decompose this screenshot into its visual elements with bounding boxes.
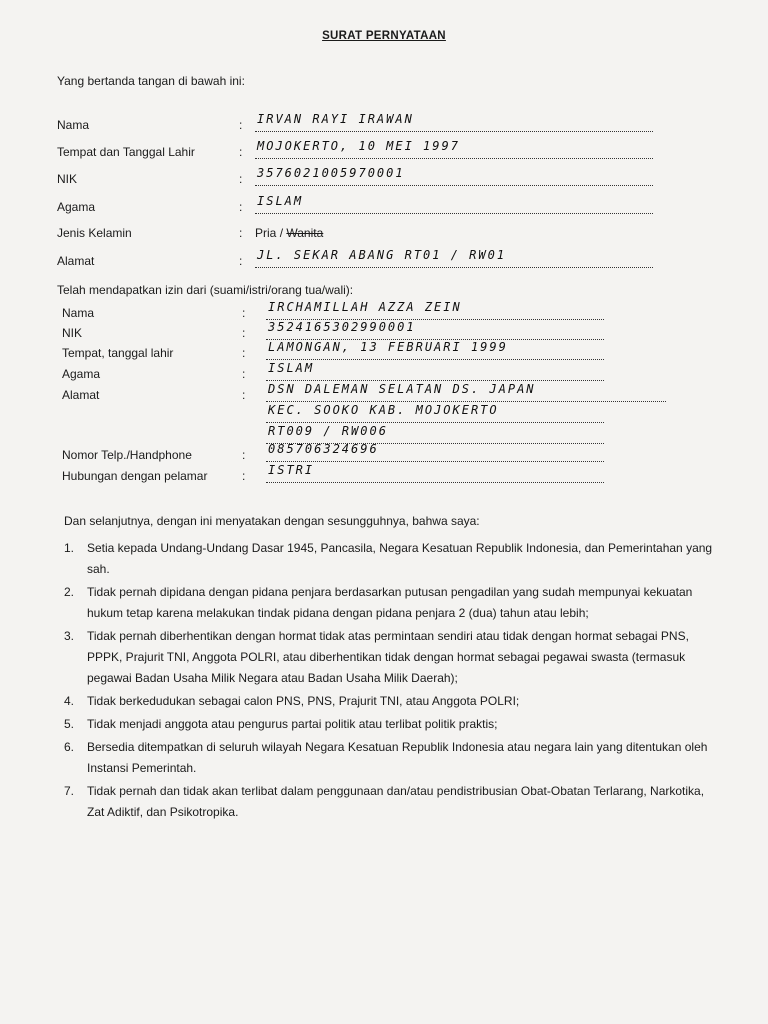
item-text: Tidak pernah diberhentikan dengan hormat tidak atas permintaan sendiri atau tidak dengan hormat sebagai PNS, PPPK, Prajurit TNI, Anggota POLRI, atau diberhentikan tidak dengan hormat sebagai pegawai swasta (termasuk pegawai Badan Usaha Milik Negara atau Badan Usaha Milik Daerah); (87, 629, 689, 685)
colon: : (239, 226, 243, 240)
statement-text: Dan selanjutnya, dengan ini menyatakan dengan sesungguhnya, bahwa saya: (64, 514, 480, 528)
statement-list (62, 538, 722, 825)
item-text: Tidak pernah dan tidak akan terlibat dalam penggunaan dan/atau pendistribusian Obat-Obatan Terlarang, Narkotika, Zat Adiktif, dan Psikotropika. (87, 784, 705, 819)
field-label: Nomor Telp./Handphone (62, 448, 192, 462)
guardian-nik-field[interactable]: 3524165302990001 (266, 320, 604, 340)
guardian-address-line-1[interactable]: DSN DALEMAN SELATAN DS. JAPAN (266, 382, 666, 402)
colon: : (242, 306, 246, 320)
item-number: 7. (64, 784, 75, 798)
item-number: 1. (64, 541, 75, 555)
applicant-name-field[interactable]: IRVAN RAYI IRAWAN (255, 112, 653, 132)
item-text: Tidak pernah dipidana dengan pidana penjara berdasarkan putusan pengadilan yang sudah mempunyai kekuatan hukum tetap karena melakukan tindak pidana dengan pidana penjara 2 (dua) tahun atau lebih; (87, 585, 693, 620)
colon: : (239, 254, 243, 268)
item-text: Tidak berkedudukan sebagai calon PNS, PNS, Prajurit TNI, atau Anggota POLRI; (87, 694, 520, 708)
intro-text: Yang bertanda tangan di bawah ini: (57, 74, 245, 88)
field-label: Hubungan dengan pelamar (62, 469, 208, 483)
field-label: Nama (62, 306, 95, 320)
colon: : (242, 448, 246, 462)
applicant-nik-field[interactable]: 3576021005970001 (255, 166, 653, 186)
gender-option-female[interactable]: Wanita (286, 226, 324, 240)
item-text: Bersedia ditempatkan di seluruh wilayah Negara Kesatuan Republik Indonesia atau negara lain yang ditentukan oleh Instansi Pemerintah. (87, 740, 708, 775)
colon: : (242, 388, 246, 402)
colon: : (242, 367, 246, 381)
item-number: 4. (64, 694, 75, 708)
guardian-name-field[interactable]: IRCHAMILLAH AZZA ZEIN (266, 300, 604, 320)
colon: : (239, 145, 243, 159)
gender-options (255, 226, 323, 240)
field-label: Tempat dan Tanggal Lahir (57, 145, 195, 159)
gender-option-male[interactable]: Pria (255, 226, 277, 240)
colon: : (242, 326, 246, 340)
guardian-address-line-2[interactable]: KEC. SOOKO KAB. MOJOKERTO (266, 403, 604, 423)
item-text: Setia kepada Undang-Undang Dasar 1945, Pancasila, Negara Kesatuan Republik Indonesia, dan Pemerintahan yang sah. (87, 541, 713, 576)
colon: : (239, 172, 243, 186)
colon: : (239, 200, 243, 214)
document-title: SURAT PERNYATAAN (322, 30, 446, 42)
field-label: Nama (57, 118, 90, 132)
list-item (62, 582, 722, 624)
list-item (62, 538, 722, 580)
list-item (62, 781, 722, 823)
item-number: 2. (64, 585, 75, 599)
guardian-birth-field[interactable]: LAMONGAN, 13 FEBRUARI 1999 (266, 340, 604, 360)
list-item (62, 691, 722, 712)
applicant-address-field[interactable]: JL. SEKAR ABANG RT01 / RW01 (255, 248, 653, 268)
applicant-religion-field[interactable]: ISLAM (255, 194, 653, 214)
item-number: 6. (64, 740, 75, 754)
item-number: 5. (64, 717, 75, 731)
item-number: 3. (64, 629, 75, 643)
list-item (62, 626, 722, 689)
guardian-address-line-3[interactable]: RT009 / RW006 (266, 424, 604, 444)
guardian-intro: Telah mendapatkan izin dari (suami/istri/orang tua/wali): (57, 283, 354, 297)
gender-separator: / (279, 226, 284, 240)
guardian-religion-field[interactable]: ISLAM (266, 361, 604, 381)
colon: : (242, 469, 246, 483)
field-label: Tempat, tanggal lahir (62, 346, 174, 360)
list-item (62, 737, 722, 779)
field-label: Jenis Kelamin (57, 226, 132, 240)
field-label: NIK (62, 326, 83, 340)
field-label: Alamat (62, 388, 100, 402)
applicant-birth-field[interactable]: MOJOKERTO, 10 MEI 1997 (255, 139, 653, 159)
item-text: Tidak menjadi anggota atau pengurus partai politik atau terlibat politik praktis; (87, 717, 498, 731)
field-label: NIK (57, 172, 78, 186)
field-label: Agama (57, 200, 96, 214)
guardian-phone-field[interactable]: 085706324696 (266, 442, 604, 462)
field-label: Agama (62, 367, 101, 381)
list-item (62, 714, 722, 735)
colon: : (242, 346, 246, 360)
colon: : (239, 118, 243, 132)
guardian-relation-field[interactable]: ISTRI (266, 463, 604, 483)
field-label: Alamat (57, 254, 95, 268)
